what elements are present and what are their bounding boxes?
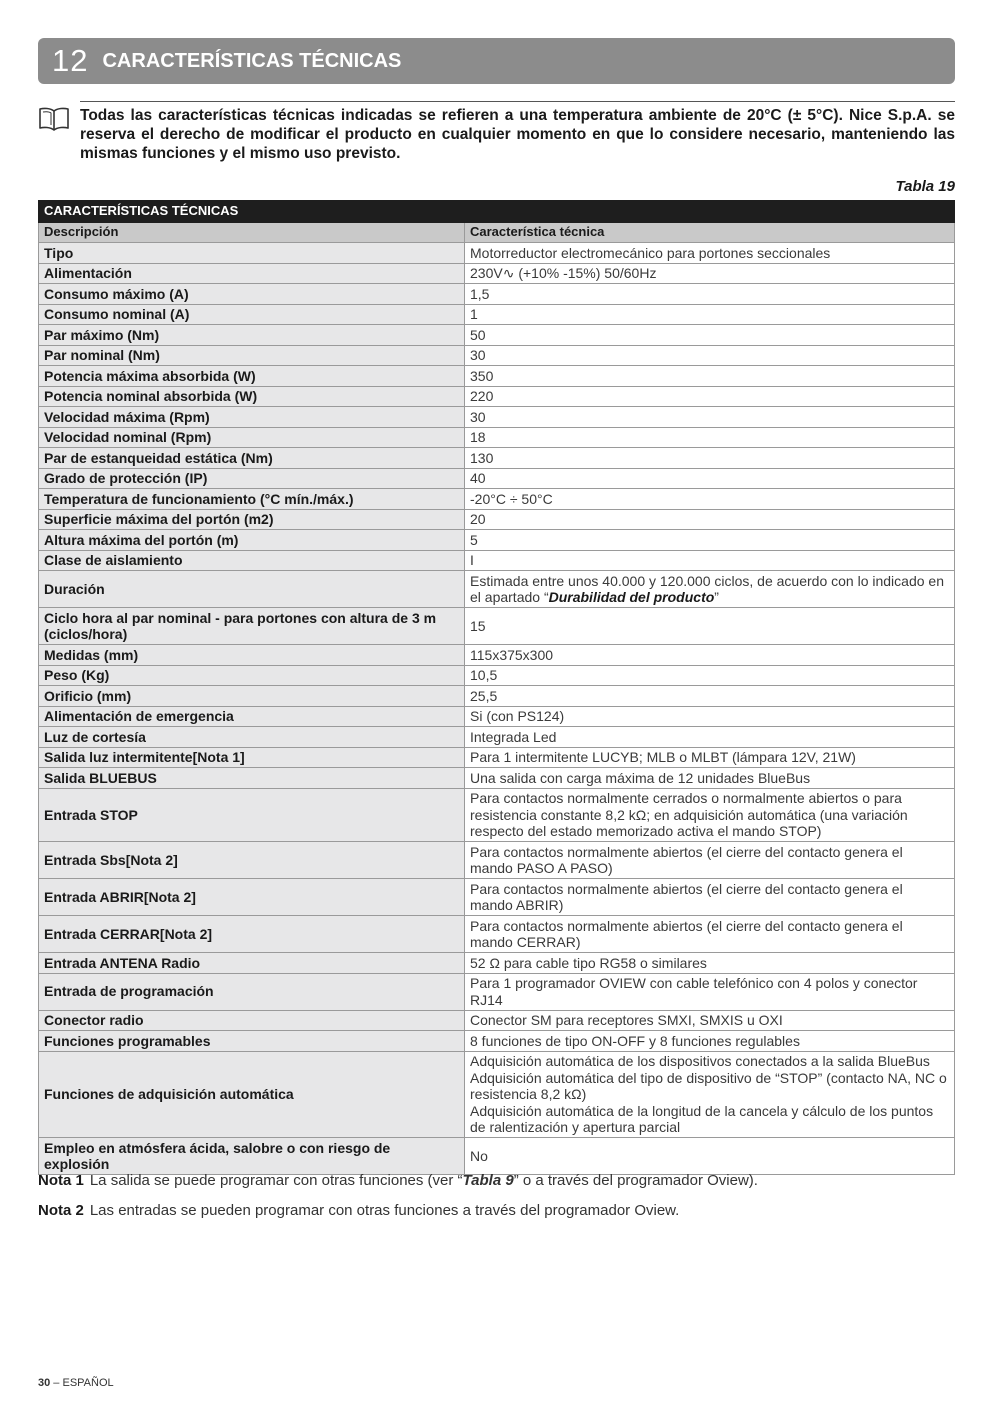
- table-caption: Tabla 19: [895, 178, 955, 195]
- spec-value: Para contactos normalmente cerrados o normalmente abiertos o para resistencia constante 8,2 kΩ; en adquisición automática (una variación respecto del estado memorizado activa el mando STOP): [465, 788, 955, 842]
- technical-specs-table: [38, 200, 955, 1175]
- spec-value: 220: [465, 386, 955, 407]
- table-row: [39, 489, 955, 510]
- spec-value: Una salida con carga máxima de 12 unidades BlueBus: [465, 768, 955, 789]
- spec-value: Para 1 intermitente LUCYB; MLB o MLBT (lámpara 12V, 21W): [465, 747, 955, 768]
- table-row: [39, 1138, 955, 1175]
- spec-value: Para contactos normalmente abiertos (el cierre del contacto genera el mando CERRAR): [465, 916, 955, 953]
- table-row: [39, 571, 955, 608]
- table-row: [39, 468, 955, 489]
- table-row: [39, 665, 955, 686]
- section-title: CARACTERÍSTICAS TÉCNICAS: [102, 49, 402, 72]
- spec-label: Altura máxima del portón (m): [39, 530, 465, 551]
- spec-label: Medidas (mm): [39, 645, 465, 666]
- note-tag: Nota 1: [38, 1172, 84, 1189]
- table-row: [39, 727, 955, 748]
- spec-value: 10,5: [465, 665, 955, 686]
- note-text-tail: ” o a través del programador Oview).: [513, 1172, 758, 1189]
- table-row: [39, 747, 955, 768]
- table-row: [39, 366, 955, 387]
- table-row: [39, 916, 955, 953]
- spec-value: I: [465, 550, 955, 571]
- note-text: Las entradas se pueden programar con otras funciones a través del programador Oview.: [89, 1202, 680, 1219]
- spec-label: Ciclo hora al par nominal - para portones con altura de 3 m (ciclos/hora): [39, 608, 465, 645]
- spec-value-text: Estimada entre unos 40.000 y 120.000 ciclos, de acuerdo con lo indicado en el apartado “: [470, 572, 944, 605]
- table-row: [39, 1031, 955, 1052]
- table-row: [39, 973, 955, 1010]
- table-row: [39, 284, 955, 305]
- spec-label: Entrada Sbs[Nota 2]: [39, 842, 465, 879]
- spec-value: -20°C ÷ 50°C: [465, 489, 955, 510]
- spec-value: [465, 571, 955, 608]
- table-row: [39, 325, 955, 346]
- table-row: [39, 706, 955, 727]
- table-row: [39, 550, 955, 571]
- spec-label: Alimentación de emergencia: [39, 706, 465, 727]
- table-header-row: [39, 222, 955, 243]
- table-row: [39, 345, 955, 366]
- spec-label: Duración: [39, 571, 465, 608]
- spec-value: 1,5: [465, 284, 955, 305]
- table-row: [39, 1051, 955, 1138]
- spec-value: Adquisición automática de los dispositivos conectados a la salida BlueBus Adquisición automática del tipo de dispositivo de “STOP” (contacto NA, NC o resistencia 8,2 kΩ) Adquisición automática de la longitud de la cancela y cálculo de los puntos de ralentización y apertura parcial: [465, 1051, 955, 1138]
- table-row: [39, 645, 955, 666]
- note-tag: Nota 2: [38, 1202, 84, 1219]
- spec-label: Tipo: [39, 243, 465, 264]
- section-header: [38, 38, 955, 84]
- table-row: [39, 842, 955, 879]
- spec-label: Par de estanqueidad estática (Nm): [39, 448, 465, 469]
- table-row: [39, 530, 955, 551]
- table-row: [39, 427, 955, 448]
- spec-value: Conector SM para receptores SMXI, SMXIS u OXI: [465, 1010, 955, 1031]
- note-2: [38, 1201, 955, 1220]
- table-title: CARACTERÍSTICAS TÉCNICAS: [39, 201, 955, 223]
- table-row: [39, 263, 955, 284]
- table-row: [39, 407, 955, 428]
- spec-value-reference: Durabilidad del producto: [548, 589, 715, 605]
- spec-label: Entrada de programación: [39, 973, 465, 1010]
- spec-value: 130: [465, 448, 955, 469]
- spec-label: Potencia nominal absorbida (W): [39, 386, 465, 407]
- spec-value: 350: [465, 366, 955, 387]
- spec-label: Velocidad máxima (Rpm): [39, 407, 465, 428]
- spec-label: Potencia máxima absorbida (W): [39, 366, 465, 387]
- spec-label: Funciones de adquisición automática: [39, 1051, 465, 1138]
- table-row: [39, 1010, 955, 1031]
- spec-label: Entrada STOP: [39, 788, 465, 842]
- spec-value: Para 1 programador OVIEW con cable telefónico con 4 polos y conector RJ14: [465, 973, 955, 1010]
- spec-value: 230V∿ (+10% -15%) 50/60Hz: [465, 263, 955, 284]
- spec-label: Temperatura de funcionamiento (°C mín./máx.): [39, 489, 465, 510]
- spec-label: Superficie máxima del portón (m2): [39, 509, 465, 530]
- table-title-row: [39, 201, 955, 223]
- spec-label: Entrada ANTENA Radio: [39, 953, 465, 974]
- spec-value: 8 funciones de tipo ON-OFF y 8 funciones regulables: [465, 1031, 955, 1052]
- spec-value: 30: [465, 407, 955, 428]
- spec-label: Entrada ABRIR[Nota 2]: [39, 879, 465, 916]
- spec-value: 1: [465, 304, 955, 325]
- spec-label: Consumo máximo (A): [39, 284, 465, 305]
- table-row: [39, 953, 955, 974]
- spec-value: 52 Ω para cable tipo RG58 o similares: [465, 953, 955, 974]
- spec-label: Consumo nominal (A): [39, 304, 465, 325]
- book-icon: [38, 106, 70, 132]
- spec-label: Clase de aislamiento: [39, 550, 465, 571]
- spec-label: Luz de cortesía: [39, 727, 465, 748]
- table-row: [39, 686, 955, 707]
- spec-label: Salida luz intermitente[Nota 1]: [39, 747, 465, 768]
- spec-label: Empleo en atmósfera ácida, salobre o con riesgo de explosión: [39, 1138, 465, 1175]
- table-row: [39, 243, 955, 264]
- spec-value: 15: [465, 608, 955, 645]
- column-header-value: Característica técnica: [465, 222, 955, 243]
- note-divider: [80, 101, 955, 102]
- notes: [38, 1171, 955, 1231]
- note-1: [38, 1171, 955, 1190]
- spec-label: Par nominal (Nm): [39, 345, 465, 366]
- spec-value: Si (con PS124): [465, 706, 955, 727]
- spec-value: 50: [465, 325, 955, 346]
- spec-value: No: [465, 1138, 955, 1175]
- table-row: [39, 509, 955, 530]
- footer-language: – ESPAÑOL: [50, 1377, 114, 1389]
- table-row: [39, 879, 955, 916]
- spec-value: 40: [465, 468, 955, 489]
- spec-label: Par máximo (Nm): [39, 325, 465, 346]
- spec-label: Entrada CERRAR[Nota 2]: [39, 916, 465, 953]
- page-footer: [38, 1377, 114, 1389]
- spec-value: Motorreductor electromecánico para portones seccionales: [465, 243, 955, 264]
- table-row: [39, 386, 955, 407]
- table-row: [39, 788, 955, 842]
- spec-value: 20: [465, 509, 955, 530]
- spec-value: 5: [465, 530, 955, 551]
- spec-value: 25,5: [465, 686, 955, 707]
- page-number: 30: [38, 1377, 51, 1389]
- spec-value-tail: ”: [714, 589, 719, 605]
- section-number: 12: [52, 43, 89, 78]
- table-row: [39, 608, 955, 645]
- column-header-description: Descripción: [39, 222, 465, 243]
- table-row: [39, 768, 955, 789]
- table-row: [39, 448, 955, 469]
- spec-label: Orificio (mm): [39, 686, 465, 707]
- spec-label: Grado de protección (IP): [39, 468, 465, 489]
- spec-value: Integrada Led: [465, 727, 955, 748]
- spec-value: 18: [465, 427, 955, 448]
- spec-value: Para contactos normalmente abiertos (el cierre del contacto genera el mando PASO A PASO): [465, 842, 955, 879]
- spec-value: Para contactos normalmente abiertos (el cierre del contacto genera el mando ABRIR): [465, 879, 955, 916]
- table-row: [39, 304, 955, 325]
- note-reference: Tabla 9: [462, 1172, 514, 1189]
- spec-label: Salida BLUEBUS: [39, 768, 465, 789]
- spec-value: 30: [465, 345, 955, 366]
- note-text: La salida se puede programar con otras funciones (ver “: [89, 1172, 463, 1189]
- intro-note: Todas las características técnicas indicadas se refieren a una temperatura ambiente de 20°C (± 5°C). Nice S.p.A. se reserva el derecho de modificar el producto en cualquier momento en que lo considere necesario, manteniendo las mismas funciones y el mismo uso previsto.: [80, 107, 955, 162]
- spec-label: Conector radio: [39, 1010, 465, 1031]
- spec-label: Velocidad nominal (Rpm): [39, 427, 465, 448]
- spec-label: Alimentación: [39, 263, 465, 284]
- spec-label: Funciones programables: [39, 1031, 465, 1052]
- spec-label: Peso (Kg): [39, 665, 465, 686]
- spec-value: 115x375x300: [465, 645, 955, 666]
